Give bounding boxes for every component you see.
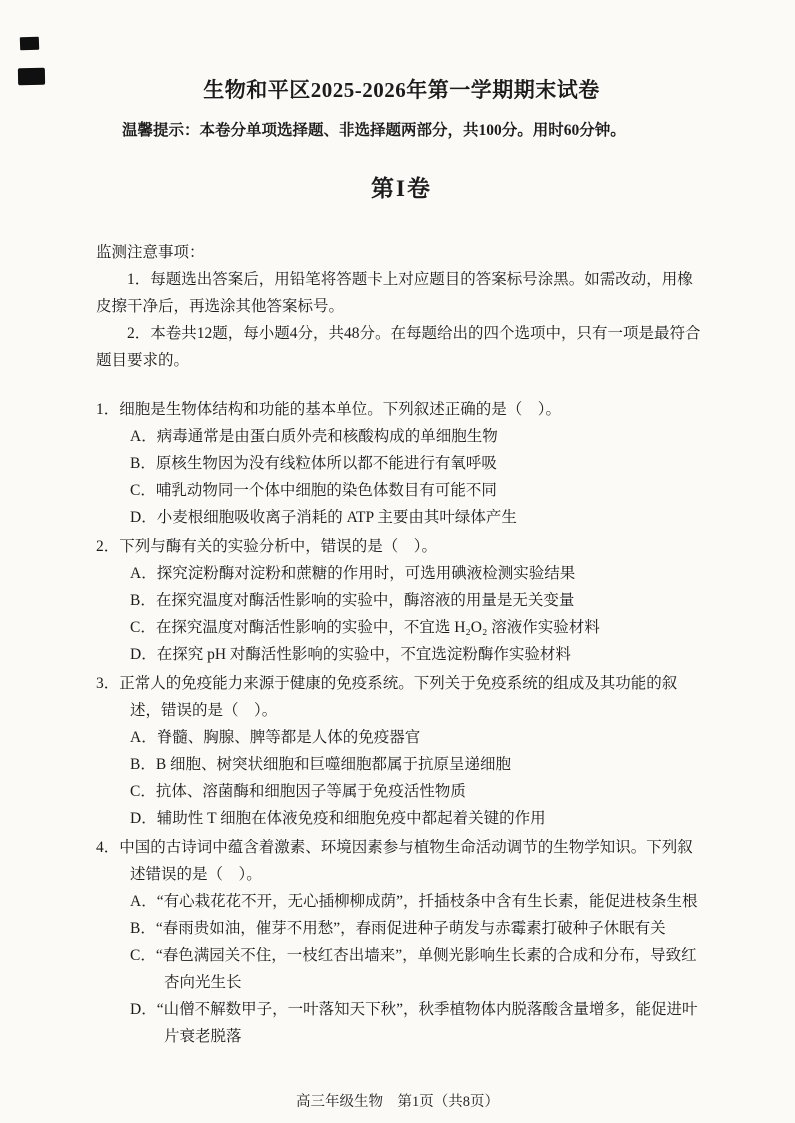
question-2-option-a: A．探究淀粉酶对淀粉和蔗糖的作用时，可选用碘液检测实验结果 [130,565,576,582]
notice-heading: 监测注意事项： [96,244,205,261]
question-3-option-b: B．B 细胞、树突状细胞和巨噬细胞都属于抗原呈递细胞 [130,756,512,773]
scan-artifact-1 [20,37,39,51]
question-2-option-b: B．在探究温度对酶活性影响的实验中，酶溶液的用量是无关变量 [130,592,575,609]
notice-item-1: 1．每题选出答案后，用铅笔将答题卡上对应题目的答案标号涂黑。如需改动，用橡皮擦干净后，再选涂其他答案标号。 [96,271,693,315]
question-2 [96,533,707,668]
question-1 [96,396,707,531]
question-4-option-b: B．“春雨贵如油，催芽不用愁”，春雨促进种子萌发与赤霉素打破种子休眠有关 [130,920,666,937]
question-3-stem: 3．正常人的免疫能力来源于健康的免疫系统。下列关于免疫系统的组成及其功能的叙述，错误的是（ ）。 [96,675,678,719]
question-4-option-c: C．“春色满园关不住，一枝红杏出墙来”，单侧光影响生长素的合成和分布，导致红杏向光生长 [130,947,697,991]
section-title: 第I卷 [371,176,432,201]
question-1-option-d: D．小麦根细胞吸收离子消耗的 ATP 主要由其叶绿体产生 [130,509,517,526]
question-4 [96,834,707,1050]
page-footer: 高三年级生物 第1页（共8页） [296,1094,499,1110]
question-2-stem: 2．下列与酶有关的实验分析中，错误的是（ ）。 [96,538,438,555]
question-3-option-a: A．脊髓、胸腺、脾等都是人体的免疫器官 [130,729,421,746]
exam-tip: 温馨提示：本卷分单项选择题、非选择题两部分，共100分。用时60分钟。 [122,122,626,139]
question-4-option-d: D．“山僧不解数甲子，一叶落知天下秋”，秋季植物体内脱落酸含量增多，能促进叶片衰老脱落 [130,1001,698,1045]
question-3-option-c: C．抗体、溶菌酶和细胞因子等属于免疫活性物质 [130,783,466,800]
question-1-stem: 1．细胞是生物体结构和功能的基本单位。下列叙述正确的是（ ）。 [96,401,562,418]
question-1-option-b: B．原核生物因为没有线粒体所以都不能进行有氧呼吸 [130,455,497,472]
question-2-option-c: C．在探究温度对酶活性影响的实验中，不宜选 H₂O₂ 溶液作实验材料 [130,619,600,636]
question-3-option-d: D．辅助性 T 细胞在体液免疫和细胞免疫中都起着关键的作用 [130,810,546,827]
question-2-option-d: D．在探究 pH 对酶活性影响的实验中，不宜选淀粉酶作实验材料 [130,646,571,663]
notice-item-2: 2．本卷共12题，每小题4分，共48分。在每题给出的四个选项中，只有一项是最符合题目要求的。 [96,325,701,369]
question-4-stem: 4．中国的古诗词中蕴含着激素、环境因素参与植物生命活动调节的生物学知识。下列叙述错误的是（ ）。 [96,839,693,883]
question-1-option-c: C．哺乳动物同一个体中细胞的染色体数目有可能不同 [130,482,497,499]
scan-artifact-2 [18,68,45,85]
question-list [96,396,707,1050]
question-1-option-a: A．病毒通常是由蛋白质外壳和核酸构成的单细胞生物 [130,428,498,445]
exam-title: 生物和平区2025-2026年第一学期期末试卷 [203,78,600,102]
question-3 [96,670,707,832]
question-4-option-a: A．“有心栽花花不开，无心插柳柳成荫”，扦插枝条中含有生长素，能促进枝条生根 [130,893,698,910]
